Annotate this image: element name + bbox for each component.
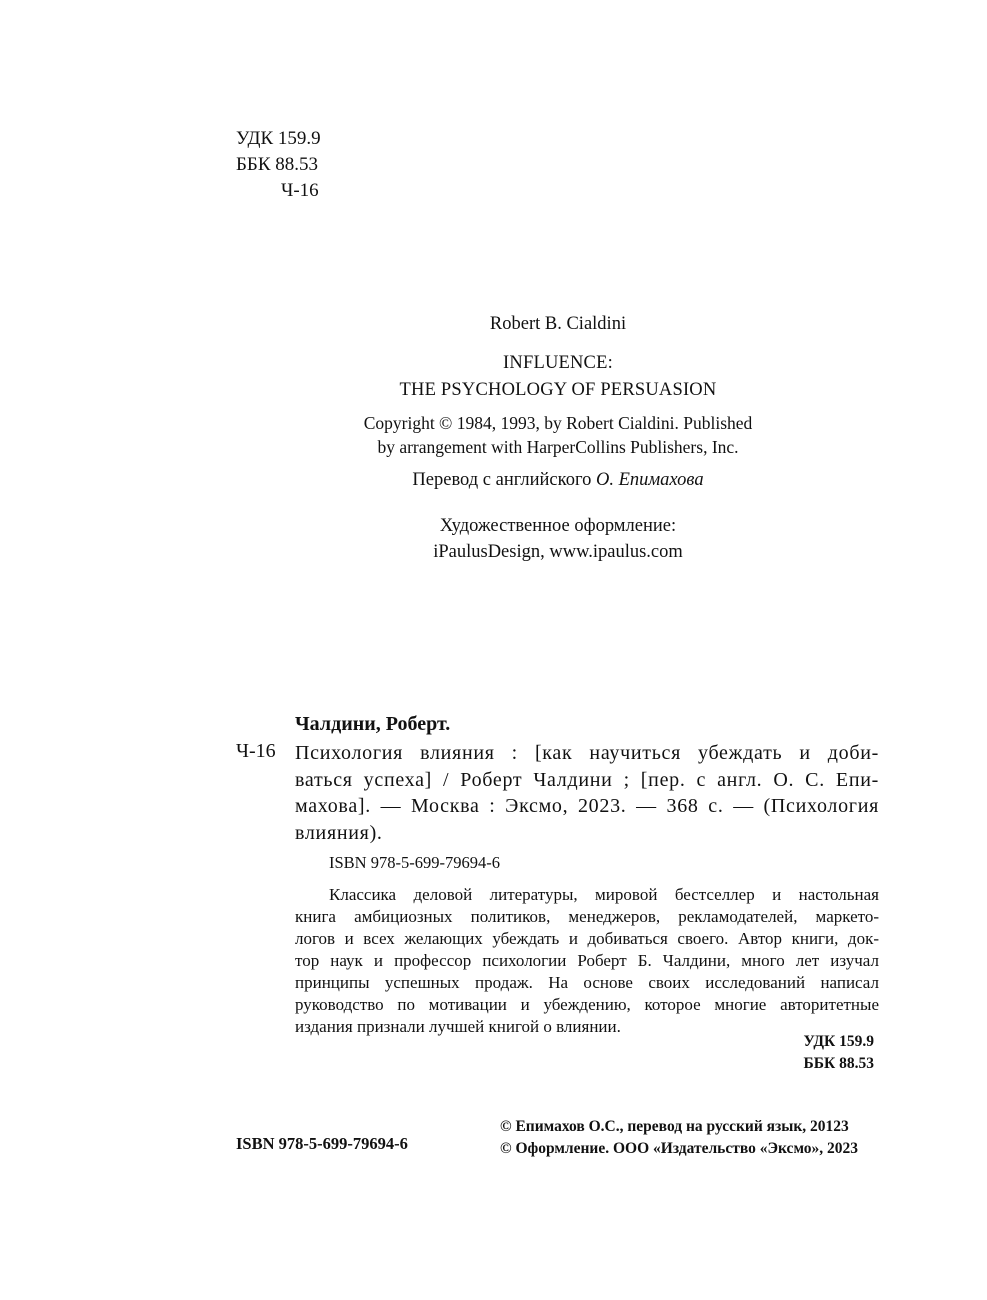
card-description-line: Психология влияния : [как научиться убеждать и доби- [295,742,879,764]
bbk-code: ББК 88.53 [236,154,318,175]
classification-top [236,126,321,204]
design-credit-text: iPaulusDesign, www.ipaulus.com [433,542,683,562]
annotation-line: Классика деловой литературы, мировой бестселлер и настольная [329,885,879,904]
translation-prefix: Перевод с английского [412,470,592,490]
annotation-line: издания признали лучшей книгой о влиянии. [295,1017,621,1036]
classification-bottom [690,1031,874,1075]
card-author-heading: Чалдини, Роберт. [295,713,451,735]
card-description-line: влияния). [295,821,383,844]
card-description-line: ваться успеха] / Роберт Чалдини ; [пер. с англ. О. С. Епи- [295,768,879,791]
author-sign: Ч-16 [281,180,319,201]
translation-credit [290,470,826,491]
original-title [290,350,826,404]
copyright-translation: © Епимахов О.С., перевод на русский язык, 20123 [500,1118,849,1135]
card-description-line: махова]. — Москва : Эксмо, 2023. — 368 с. — (Психология [295,795,879,817]
copyright-notice [290,411,826,459]
annotation-line: тор наук и профессор психологии Роберт Б. Чалдини, много лет изучал [295,951,879,970]
copyright-line1: Copyright © 1984, 1993, by Robert Cialdini. Published [363,413,753,433]
annotation-line: руководство по мотивации и убеждению, которое многие авторитетные [295,995,879,1014]
copyright-line2: by arrangement with HarperCollins Publishers, Inc. [377,437,739,457]
design-credit [290,513,826,565]
card-isbn: ISBN 978-5-699-79694-6 [329,853,500,872]
design-label: Художественное оформление: [439,516,677,536]
card-description [295,740,879,846]
original-title-line1: INFLUENCE: [503,353,613,373]
annotation-line: книга амбициозных политиков, менеджеров, рекламодателей, маркето- [295,907,879,926]
translator-name: О. Епимахова [595,470,704,490]
annotation-line: логов и всех желающих убеждать и добиваться своего. Автор книги, док- [295,929,879,948]
footer-copyrights [500,1116,858,1160]
annotation-line: принципы успешных продаж. На основе своих исследований написал [295,973,879,992]
udk-code: УДК 159.9 [236,128,321,149]
card-code: Ч-16 [236,740,276,762]
copyright-design: © Оформление. ООО «Издательство «Эксмо», 2023 [500,1140,859,1157]
card-udk: УДК 159.9 [803,1033,874,1050]
original-author: Robert B. Cialdini [489,314,627,334]
card-bbk: ББК 88.53 [803,1055,874,1072]
footer-isbn: ISBN 978-5-699-79694-6 [236,1134,408,1153]
annotation [295,884,879,1038]
original-title-line2: THE PSYCHOLOGY OF PERSUASION [399,380,717,400]
